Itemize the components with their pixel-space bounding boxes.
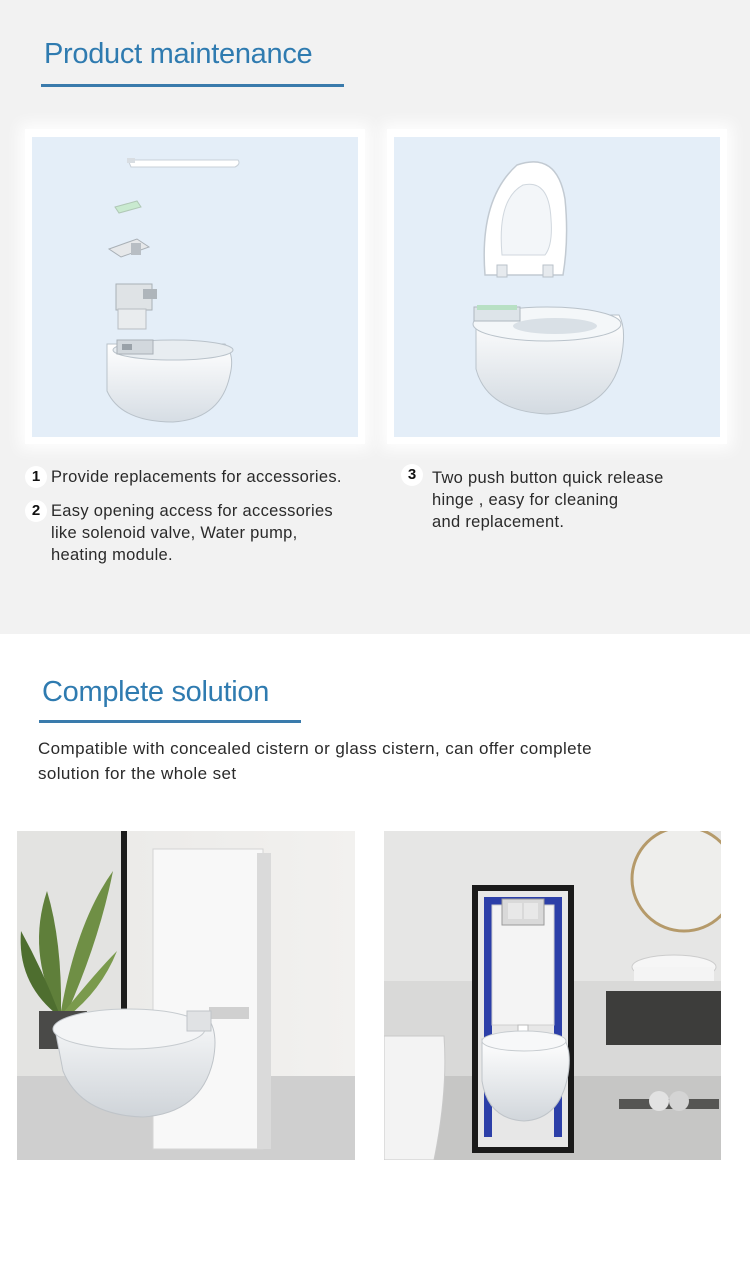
solution-description xyxy=(38,736,592,786)
item-2-line-2: like solenoid valve, Water pump, xyxy=(51,524,298,542)
item-2-line-1: Easy opening access for accessories xyxy=(51,502,333,520)
open-lid-toilet-illustration xyxy=(387,129,727,444)
solution-heading: Complete solution xyxy=(42,676,270,708)
item-number-1: 1 xyxy=(25,466,47,488)
item-2-line-3: heating module. xyxy=(51,546,173,564)
item-number-3: 3 xyxy=(401,464,423,486)
exploded-view-image xyxy=(25,129,365,444)
glass-cistern-photo xyxy=(17,831,355,1160)
item-1-text: Provide replacements for accessories. xyxy=(51,468,342,486)
solution-description-line-2: solution for the whole set xyxy=(38,764,237,783)
glass-cistern-scene xyxy=(17,831,355,1160)
solution-heading-underline xyxy=(39,720,301,723)
maintenance-heading-underline xyxy=(41,84,344,87)
item-3-line-1: Two push button quick release xyxy=(432,469,664,487)
open-lid-toilet-image xyxy=(387,129,727,444)
item-3-line-2: hinge , easy for cleaning xyxy=(432,491,619,509)
concealed-cistern-scene xyxy=(384,831,721,1160)
item-3-text xyxy=(432,467,664,533)
item-number-2: 2 xyxy=(25,500,47,522)
exploded-view-illustration xyxy=(25,129,365,444)
solution-description-line-1: Compatible with concealed cistern or glass cistern, can offer complete xyxy=(38,739,592,758)
item-2-text xyxy=(51,500,333,566)
concealed-cistern-photo xyxy=(384,831,721,1160)
maintenance-heading: Product maintenance xyxy=(44,38,313,70)
solution-section xyxy=(0,634,750,1264)
item-3-line-3: and replacement. xyxy=(432,513,565,531)
